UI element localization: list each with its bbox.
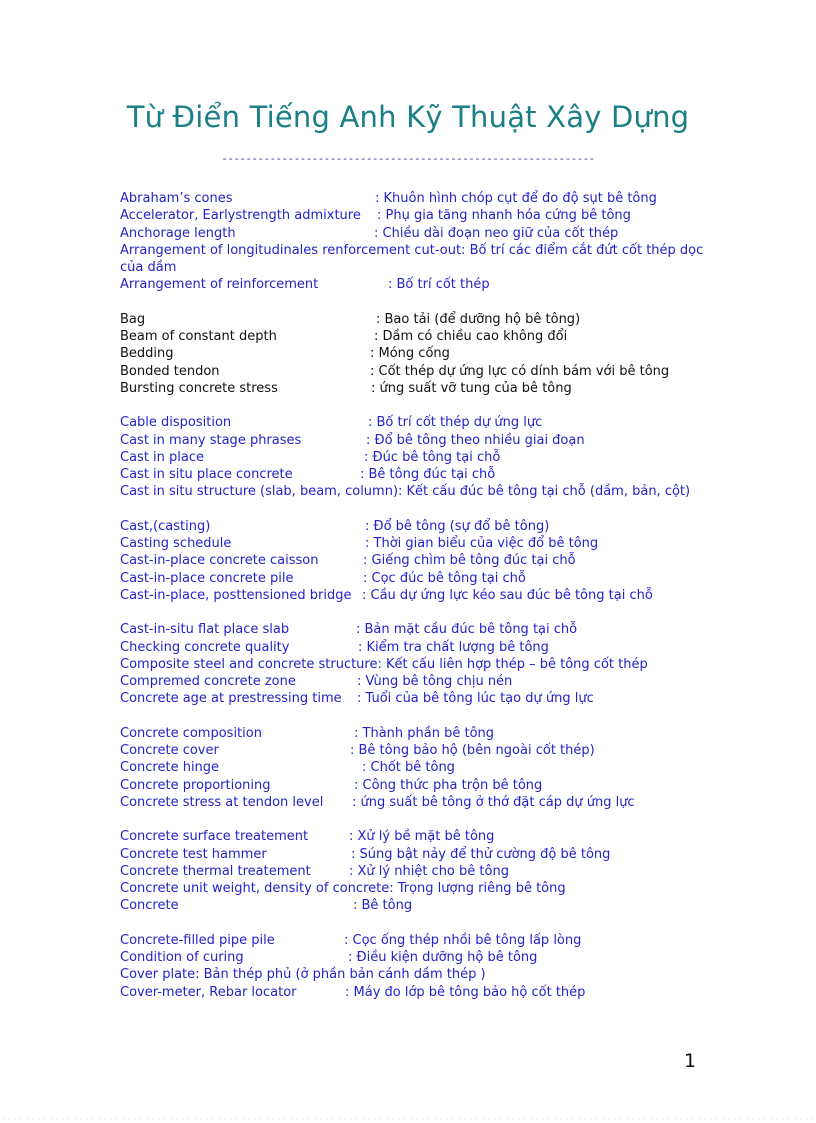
entry-definition: : Kiểm tra chất lượng bê tông bbox=[358, 639, 549, 655]
glossary-entry bbox=[120, 846, 720, 863]
glossary-entry bbox=[120, 276, 720, 293]
entry-text: Cast in situ structure (slab, beam, column): Kết cấu đúc bê tông tại chỗ (dầm, bản, cột) bbox=[120, 484, 691, 500]
glossary-entry bbox=[120, 225, 720, 242]
glossary-entry bbox=[120, 966, 720, 983]
document-title: Từ Điển Tiếng Anh Kỹ Thuật Xây Dựng bbox=[126, 100, 690, 134]
glossary-entry bbox=[120, 380, 720, 397]
glossary-entry bbox=[120, 639, 720, 656]
entry-definition: : Dầm có chiều cao không đổi bbox=[374, 329, 568, 345]
entry-definition: : Chiều dài đoạn neo giữ của cốt thép bbox=[374, 225, 619, 241]
glossary-entry bbox=[120, 483, 720, 500]
entry-definition: : Thành phần bê tông bbox=[354, 725, 495, 741]
page-edge-divider bbox=[0, 1118, 816, 1120]
glossary-entry bbox=[120, 535, 720, 552]
entry-term: Anchorage length bbox=[120, 225, 236, 241]
entry-term: Concrete thermal treatement bbox=[120, 863, 311, 879]
entry-term: Concrete age at prestressing time bbox=[120, 691, 342, 707]
glossary-entries bbox=[120, 190, 720, 1018]
entry-definition: : Chốt bê tông bbox=[362, 760, 455, 776]
entry-term: Concrete surface treatement bbox=[120, 829, 309, 845]
entry-definition: : Điều kiện dưỡng hộ bê tông bbox=[348, 949, 538, 965]
entry-definition: : Đổ bê tông (sự đổ bê tông) bbox=[365, 518, 550, 534]
glossary-entry bbox=[120, 897, 720, 914]
entry-term: Arrangement of reinforcement bbox=[120, 277, 319, 293]
entry-group bbox=[120, 190, 720, 294]
entry-text: Arrangement of longitudinales renforcement cut-out: Bố trí các điểm cắt đứt cốt thép dọc của dầm bbox=[120, 242, 704, 276]
entry-definition: : Xử lý nhiệt cho bê tông bbox=[349, 863, 509, 879]
entry-term: Cast in place bbox=[120, 449, 205, 465]
entry-term: Concrete-filled pipe pile bbox=[120, 932, 275, 948]
glossary-entry bbox=[120, 587, 720, 604]
entry-definition: : ứng suất bê tông ở thớ đặt cáp dự ứng lực bbox=[352, 794, 635, 810]
glossary-entry bbox=[120, 207, 720, 224]
entry-definition: : Cốt thép dự ứng lực có dính bám với bê tông bbox=[370, 363, 670, 379]
glossary-entry bbox=[120, 345, 720, 362]
entry-term: Concrete cover bbox=[120, 743, 219, 759]
entry-term: Concrete test hammer bbox=[120, 846, 267, 862]
entry-term: Cable disposition bbox=[120, 415, 232, 431]
entry-term: Cast in many stage phrases bbox=[120, 432, 302, 448]
entry-definition: : Phụ gia tăng nhanh hóa cứng bê tông bbox=[377, 208, 631, 224]
glossary-entry bbox=[120, 328, 720, 345]
glossary-entry bbox=[120, 190, 720, 207]
entry-definition: : Bê tông bảo hộ (bên ngoài cốt thép) bbox=[350, 743, 595, 759]
entry-definition: : Xử lý bề mặt bê tông bbox=[349, 829, 495, 845]
entry-definition: : Khuôn hình chóp cụt để đo độ sụt bê tông bbox=[375, 191, 657, 206]
glossary-entry bbox=[120, 794, 720, 811]
entry-term: Bag bbox=[120, 311, 146, 327]
glossary-entry bbox=[120, 242, 720, 277]
entry-term: Cast-in-situ flat place slab bbox=[120, 622, 290, 638]
entry-group bbox=[120, 725, 720, 811]
glossary-entry bbox=[120, 552, 720, 569]
entry-term: Cover-meter, Rebar locator bbox=[120, 984, 297, 1000]
entry-term: Condition of curing bbox=[120, 949, 244, 965]
glossary-entry bbox=[120, 673, 720, 690]
entry-term: Compremed concrete zone bbox=[120, 674, 296, 690]
entry-term: Casting schedule bbox=[120, 536, 232, 552]
glossary-entry bbox=[120, 863, 720, 880]
entry-definition: : Đúc bê tông tại chỗ bbox=[364, 449, 501, 465]
glossary-entry bbox=[120, 828, 720, 845]
entry-term: Bonded tendon bbox=[120, 363, 220, 379]
entry-term: Beam of constant depth bbox=[120, 329, 277, 345]
entry-term: Concrete composition bbox=[120, 725, 262, 741]
glossary-entry bbox=[120, 690, 720, 707]
entry-term: Abraham’s cones bbox=[120, 191, 233, 206]
entry-group bbox=[120, 932, 720, 1001]
entry-term: Cast-in-place concrete caisson bbox=[120, 553, 319, 569]
glossary-entry bbox=[120, 984, 720, 1001]
entry-term: Bursting concrete stress bbox=[120, 380, 278, 396]
glossary-entry bbox=[120, 759, 720, 776]
entry-definition: : Bố trí cốt thép dự ứng lực bbox=[368, 415, 543, 431]
glossary-entry bbox=[120, 466, 720, 483]
entry-definition: : ứng suất vỡ tung của bê tông bbox=[371, 380, 572, 396]
glossary-entry bbox=[120, 518, 720, 535]
entry-term: Accelerator, Earlystrength admixture bbox=[120, 208, 361, 224]
glossary-entry bbox=[120, 880, 720, 897]
entry-term: Concrete bbox=[120, 898, 179, 914]
entry-definition: : Bản mặt cầu đúc bê tông tại chỗ bbox=[356, 622, 578, 638]
entry-definition: : Súng bật nảy để thử cường độ bê tông bbox=[351, 846, 611, 862]
entry-term: Concrete hinge bbox=[120, 760, 220, 776]
entry-definition: : Móng cống bbox=[370, 346, 450, 362]
entry-definition: : Cọc ống thép nhồi bê tông lấp lòng bbox=[344, 932, 582, 948]
entry-definition: : Bố trí cốt thép bbox=[388, 277, 490, 293]
entry-term: Cast-in-place concrete pile bbox=[120, 570, 294, 586]
entry-term: Checking concrete quality bbox=[120, 639, 290, 655]
entry-definition: : Đổ bê tông theo nhiều giai đoạn bbox=[366, 432, 585, 448]
entry-term: Concrete stress at tendon level bbox=[120, 794, 324, 810]
entry-term: Bedding bbox=[120, 346, 174, 362]
entry-group bbox=[120, 518, 720, 604]
page-number: 1 bbox=[684, 1050, 697, 1072]
entry-definition: : Cầu dự ứng lực kéo sau đúc bê tông tại chỗ bbox=[362, 587, 653, 603]
entry-definition: : Bê tông đúc tại chỗ bbox=[360, 467, 496, 483]
entry-text: Composite steel and concrete structure: Kết cấu liên hợp thép – bê tông cốt thép bbox=[120, 656, 648, 672]
glossary-entry bbox=[120, 414, 720, 431]
entry-definition: : Tuổi của bê tông lúc tạo dự ứng lực bbox=[357, 691, 594, 707]
glossary-entry bbox=[120, 449, 720, 466]
glossary-entry bbox=[120, 432, 720, 449]
entry-definition: : Cọc đúc bê tông tại chỗ bbox=[363, 570, 526, 586]
entry-term: Cast in situ place concrete bbox=[120, 467, 293, 483]
entry-group bbox=[120, 414, 720, 500]
glossary-entry bbox=[120, 363, 720, 380]
entry-group bbox=[120, 311, 720, 397]
entry-text: Concrete unit weight, density of concrete: Trọng lượng riêng bê tông bbox=[120, 881, 566, 897]
entry-definition: : Bê tông bbox=[353, 898, 413, 914]
entry-definition: : Vùng bê tông chịu nén bbox=[357, 674, 513, 690]
entry-group bbox=[120, 828, 720, 914]
glossary-entry bbox=[120, 932, 720, 949]
glossary-entry bbox=[120, 656, 720, 673]
title-separator: -------------------------------------------------------------- bbox=[221, 152, 595, 165]
entry-term: Cast,(casting) bbox=[120, 518, 211, 534]
entry-definition: : Bao tải (để dưỡng hộ bê tông) bbox=[376, 311, 581, 327]
glossary-entry bbox=[120, 621, 720, 638]
glossary-entry bbox=[120, 725, 720, 742]
entry-definition: : Công thức pha trộn bê tông bbox=[354, 777, 543, 793]
entry-group bbox=[120, 621, 720, 707]
glossary-entry bbox=[120, 570, 720, 587]
entry-definition: : Giếng chìm bê tông đúc tại chỗ bbox=[363, 553, 576, 569]
entry-definition: : Máy đo lớp bê tông bảo hộ cốt thép bbox=[345, 984, 586, 1000]
glossary-entry bbox=[120, 949, 720, 966]
entry-definition: : Thời gian biểu của việc đổ bê tông bbox=[365, 536, 599, 552]
entry-term: Cast-in-place, posttensioned bridge bbox=[120, 587, 352, 603]
glossary-entry bbox=[120, 777, 720, 794]
glossary-entry bbox=[120, 311, 720, 328]
entry-term: Concrete proportioning bbox=[120, 777, 271, 793]
glossary-entry bbox=[120, 742, 720, 759]
entry-text: Cover plate: Bản thép phủ (ở phần bản cánh dầm thép ) bbox=[120, 967, 486, 983]
